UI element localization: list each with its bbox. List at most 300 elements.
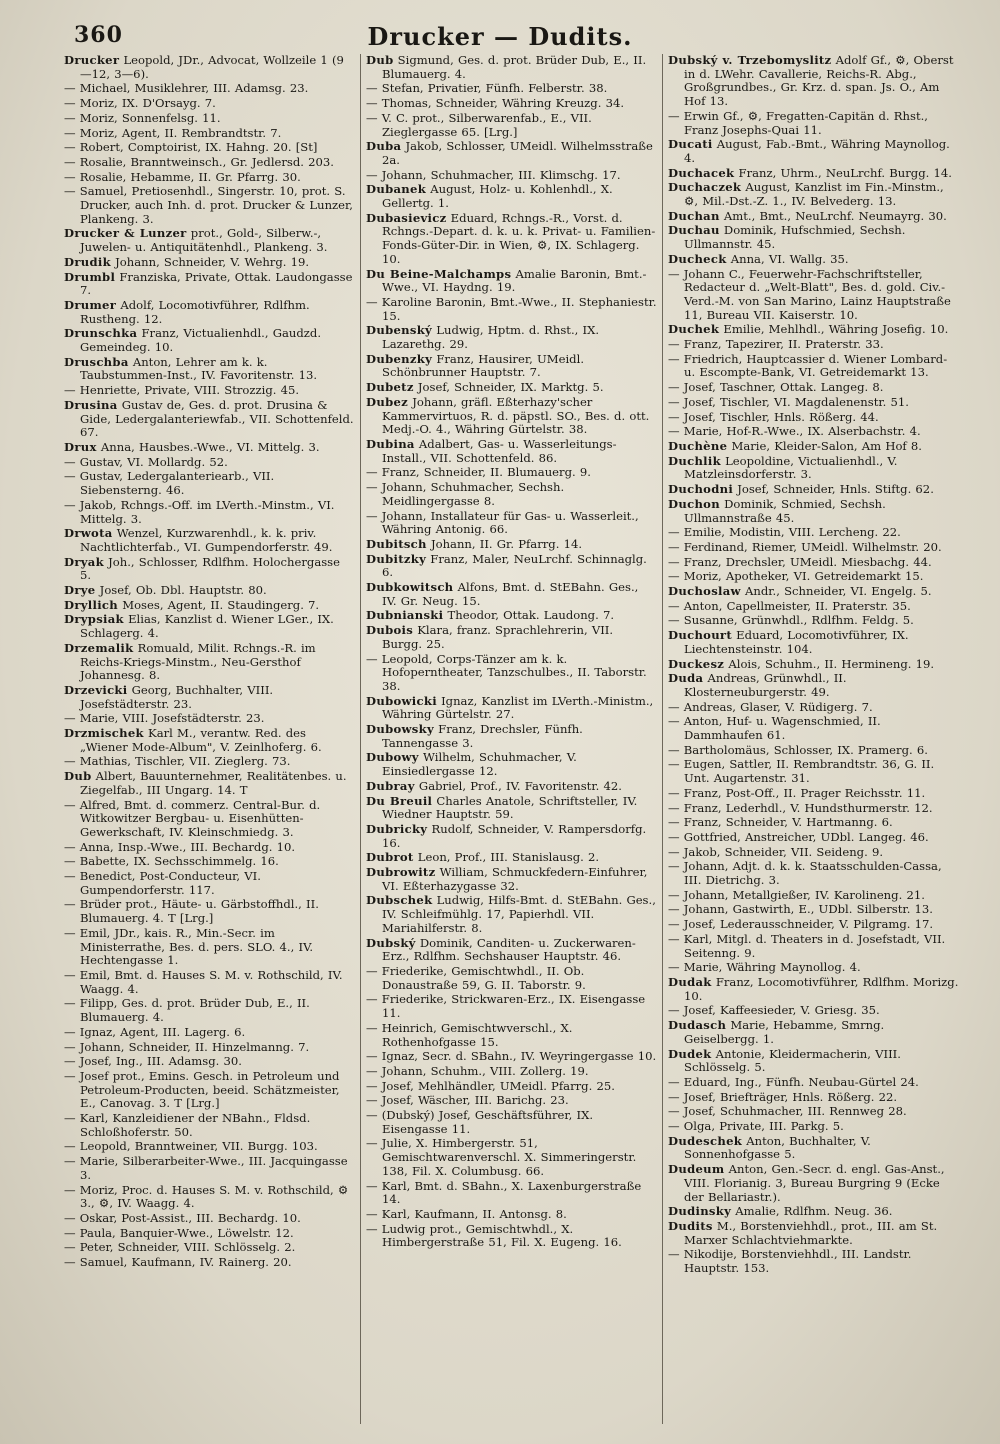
entry-surname: Dudinsky (668, 1204, 732, 1219)
entry-details: Wilhelm, Schuhmacher, V. Einsiedlergasse 12. (382, 750, 577, 779)
entry-surname: Du Breuil (366, 793, 433, 808)
directory-entry (64, 584, 355, 598)
directory-entry (668, 455, 959, 482)
entry-details: — Leopold, Branntweiner, VII. Burgg. 103. (64, 1139, 318, 1154)
entry-details: — Moriz, Proc. d. Hauses S. M. v. Rothschild, ⚙ 3., ⚙, IV. Waagg. 4. (64, 1182, 349, 1211)
directory-entry (366, 183, 657, 210)
directory-entry (668, 1004, 959, 1018)
directory-entry (64, 1184, 355, 1211)
directory-entry (64, 1212, 355, 1226)
entry-details: — Leopold, Corps-Tänzer am k. k. Hofoperntheater, Tanzschulbes., II. Taborstr. 38. (366, 651, 647, 693)
directory-entry (64, 927, 355, 968)
directory-entry (366, 1094, 657, 1108)
directory-entry (366, 268, 657, 295)
entry-details: — Rosalie, Branntweinsch., Gr. Jedlersd. 203. (64, 154, 334, 169)
page-header (0, 14, 1000, 54)
directory-entry (366, 937, 657, 964)
entry-details: — Josef, Ing., III. Adamsg. 30. (64, 1054, 242, 1069)
entry-surname: Dubricky (366, 821, 428, 836)
directory-entry (64, 799, 355, 840)
directory-entry (668, 210, 959, 224)
directory-entry (366, 751, 657, 778)
entry-surname: Duchaczek (668, 180, 742, 195)
directory-entry (366, 510, 657, 537)
entry-details: — Marie, Währing Maynollog. 4. (668, 960, 861, 975)
directory-entry (668, 846, 959, 860)
entry-details: — Josef, Lederausschneider, V. Pilgramg. 17. (668, 917, 934, 932)
entry-surname: Duda (668, 671, 704, 686)
entry-details: Josef, Schneider, Hnls. Stiftg. 62. (733, 482, 934, 497)
directory-entry (64, 855, 355, 869)
directory-entry (668, 54, 959, 109)
entry-details: — Mathias, Tischler, VII. Zieglerg. 73. (64, 754, 291, 769)
directory-entry (64, 1041, 355, 1055)
entry-details: — Johann, Metallgießer, IV. Karolineng. 21. (668, 887, 925, 902)
directory-entry (366, 1080, 657, 1094)
entry-surname: Dudeschek (668, 1133, 743, 1148)
entry-surname: Druschba (64, 354, 129, 369)
entry-surname: Drwota (64, 526, 113, 541)
directory-entry (668, 1220, 959, 1247)
entry-details: Alfons, Bmt. d. StEBahn. Ges., IV. Gr. Neug. 15. (382, 580, 639, 608)
entry-details: — Franz, Drechsler, UMeidl. Miesbachg. 44. (668, 554, 932, 569)
entry-details: Dominik, Canditen- u. Zuckerwaren-Erz., Rdlfhm. Sechshauser Hauptstr. 46. (382, 935, 636, 964)
entry-details: Andreas, Grünwhdl., II. Klosterneuburgerstr. 49. (684, 671, 847, 699)
entry-details: — Samuel, Kaufmann, IV. Rainerg. 20. (64, 1255, 292, 1270)
directory-entry (366, 353, 657, 380)
directory-entry (64, 1070, 355, 1111)
directory-entry (668, 1091, 959, 1105)
directory-entry (366, 1223, 657, 1250)
entry-details: — Josef, Tischler, Hnls. Rößerg. 44. (668, 409, 879, 424)
entry-surname: Duchacek (668, 165, 735, 180)
entry-details: — Ignaz, Agent, III. Lagerg. 6. (64, 1024, 246, 1039)
directory-entry (366, 653, 657, 694)
entry-details: — Anton, Capellmeister, II. Praterstr. 35. (668, 598, 911, 613)
entry-details: Anton, Gen.-Secr. d. engl. Gas-Anst., VIII. Florianig. 3, Bureau Burgring 9 (Ecke der Bellariastr.). (684, 1162, 945, 1204)
entry-details: — Friederike, Strickwaren-Erz., IX. Eisengasse 11. (366, 992, 646, 1021)
directory-entry (668, 860, 959, 887)
entry-details: — Julie, X. Himbergerstr. 51, Gemischtwarenverschl. X. Simmeringerstr. 138, Fil. X. Columbusg. 66. (366, 1136, 637, 1178)
entry-details: — Josef, Wäscher, III. Barichg. 23. (366, 1093, 569, 1108)
directory-entry (668, 961, 959, 975)
directory-entry (64, 171, 355, 185)
entry-details: Franz, Victualienhdl., Gaudzd. Gemeindeg. 10. (80, 326, 322, 355)
entry-details: — Karl, Kaufmann, II. Antonsg. 8. (366, 1206, 567, 1221)
directory-entry (64, 755, 355, 769)
entry-surname: Dub (366, 54, 394, 67)
directory-entry (64, 156, 355, 170)
directory-entry (668, 556, 959, 570)
entry-surname: Dryak (64, 554, 104, 569)
entry-details: Marie, Hebamme, Smrng. Geiselbergg. 1. (684, 1018, 885, 1046)
page-number: 360 (74, 22, 123, 48)
directory-entry (64, 684, 355, 711)
directory-entry (64, 227, 355, 254)
entry-details: Leon, Prof., III. Stanislausg. 2. (413, 850, 600, 865)
entry-details: Theodor, Ottak. Laudong. 7. (443, 608, 615, 623)
directory-entry (366, 723, 657, 750)
directory-entry (668, 483, 959, 497)
entry-surname: Drumer (64, 297, 117, 312)
directory-entry (366, 82, 657, 96)
directory-entry (64, 456, 355, 470)
entry-details: Andr., Schneider, VI. Engelg. 5. (740, 584, 932, 599)
entry-details: Albert, Bauunternehmer, Realitätenbes. u. Ziegelfab., III Ungarg. 14. T (80, 769, 347, 797)
directory-entry (64, 327, 355, 354)
directory-entry (668, 658, 959, 672)
directory-entry (366, 795, 657, 822)
entry-surname: Dubez (366, 394, 409, 409)
directory-entry (366, 866, 657, 893)
directory-entry (366, 438, 657, 465)
directory-entry (668, 976, 959, 1003)
directory-entry (668, 758, 959, 785)
directory-entry (366, 396, 657, 437)
entry-details: August, Fab.-Bmt., Währing Maynollog. 4. (684, 137, 950, 165)
entry-details: — Johann, Schneider, II. Hinzelmanng. 7. (64, 1039, 310, 1054)
entry-surname: Dryllich (64, 597, 119, 612)
directory-entry (64, 997, 355, 1024)
entry-details: Franz, Uhrm., NeuLrchf. Burgg. 14. (734, 165, 952, 180)
directory-entry (668, 816, 959, 830)
entry-details: — Ignaz, Secr. d. SBahn., IV. Weyringergasse 10. (366, 1049, 657, 1064)
entry-details: — Henriette, Private, VIII. Strozzig. 45. (64, 383, 300, 398)
entry-details: — Karoline Baronin, Bmt.-Wwe., II. Stephaniestr. 15. (366, 294, 657, 323)
entry-surname: Dubois (366, 623, 414, 638)
directory-entry (668, 1248, 959, 1275)
entry-surname: Dub (64, 769, 92, 784)
entry-details: Anna, Hausbes.-Wwe., VI. Mittelg. 3. (96, 439, 320, 454)
directory-entry (668, 672, 959, 699)
entry-details: Ludwig, Hilfs-Bmt. d. StEBahn. Ges., IV. Schleifmühlg. 17, Papierhdl. VII. Mariahilferstr. 8. (382, 893, 656, 935)
directory-entry (668, 338, 959, 352)
entry-details: — Brüder prot., Häute- u. Gärbstoffhdl., II. Blumauerg. 4. T [Lrg.] (64, 897, 319, 926)
entry-details: Alois, Schuhm., II. Hermineng. 19. (724, 656, 935, 671)
entry-details: — Susanne, Grünwhdl., Rdlfhm. Feldg. 5. (668, 613, 914, 628)
directory-entry (366, 624, 657, 651)
directory-entry (64, 1112, 355, 1139)
directory-entry (366, 140, 657, 167)
directory-entry (64, 556, 355, 583)
entry-surname: Duchau (668, 223, 720, 238)
directory-entry (668, 1048, 959, 1075)
directory-entry (668, 1163, 959, 1204)
directory-entry (668, 585, 959, 599)
directory-entry (64, 1155, 355, 1182)
directory-entry (64, 97, 355, 111)
entry-details: — Paula, Banquier-Wwe., Löwelstr. 12. (64, 1225, 294, 1240)
entry-surname: Dubitzky (366, 551, 427, 566)
entry-details: Karl M., verantw. Red. des „Wiener Mode-Album", V. Zeinlhoferg. 6. (80, 726, 322, 754)
directory-entry (64, 185, 355, 226)
directory-entry (64, 1026, 355, 1040)
entry-surname: Drumbl (64, 269, 116, 284)
directory-entry (366, 1065, 657, 1079)
directory-entry (64, 969, 355, 996)
directory-entry (668, 381, 959, 395)
directory-entry (64, 127, 355, 141)
entry-details: — Michael, Musiklehrer, III. Adamsg. 23. (64, 81, 309, 96)
directory-entry (366, 296, 657, 323)
entry-surname: Dubitsch (366, 536, 427, 551)
directory-entry (64, 82, 355, 96)
entry-surname: Dudasch (668, 1018, 727, 1033)
directory-entry (64, 499, 355, 526)
directory-entry (668, 1105, 959, 1119)
directory-entry (668, 526, 959, 540)
directory-entry (366, 381, 657, 395)
directory-entry (64, 1241, 355, 1255)
directory-entry (668, 253, 959, 267)
entry-details: — Karl, Kanzleidiener der NBahn., Fldsd. Schloßhoferstr. 50. (64, 1111, 311, 1139)
directory-entry (668, 889, 959, 903)
entry-surname: Drypsiak (64, 612, 124, 627)
directory-entry (668, 831, 959, 845)
directory-entry (668, 903, 959, 917)
directory-entry (668, 787, 959, 801)
directory-entry (668, 541, 959, 555)
directory-entry (668, 629, 959, 656)
directory-entry (366, 212, 657, 267)
directory-entry (64, 527, 355, 554)
entry-details: Ludwig, Hptm. d. Rhst., IX. Lazarethg. 29. (382, 323, 600, 352)
entry-details: Amalie Baronin, Bmt.-Wwe., VI. Haydng. 19. (382, 266, 647, 295)
directory-entry (668, 1019, 959, 1046)
entry-surname: Dubenský (366, 323, 433, 338)
directory-entry (668, 425, 959, 439)
entry-details: Josef, Schneider, IX. Marktg. 5. (413, 380, 604, 395)
directory-entry (668, 181, 959, 208)
entry-details: Gustav de, Ges. d. prot. Drusina & Gide, Ledergalanteriewfab., VII. Schottenfeld. 67. (80, 397, 354, 440)
entry-details: — Karl, Bmt. d. SBahn., X. Laxenburgerstraße 14. (366, 1178, 642, 1207)
directory-entry (366, 1109, 657, 1136)
entry-details: — Anton, Huf- u. Wagenschmied, II. Dammhaufen 61. (668, 714, 881, 743)
entry-surname: Drzevicki (64, 682, 128, 697)
entry-details: Joh., Schlosser, Rdlfhm. Holochergasse 5. (80, 554, 340, 583)
entry-details: — Franz, Schneider, II. Blumauerg. 9. (366, 465, 591, 480)
entry-details: — Franz, Post-Off., II. Prager Reichsstr. 11. (668, 785, 926, 800)
directory-entry (668, 802, 959, 816)
entry-surname: Duchoslaw (668, 584, 741, 599)
directory-entry (366, 538, 657, 552)
entry-details: — Bartholomäus, Schlosser, IX. Pramerg. 6. (668, 742, 928, 757)
entry-surname: Dubschek (366, 893, 433, 908)
entry-surname: Drucker (64, 54, 120, 67)
entry-details: Rudolf, Schneider, V. Rampersdorfg. 16. (382, 821, 647, 850)
entry-details: Georg, Buchhalter, VIII. Josefstädterstr. 23. (80, 682, 274, 711)
directory-entry (668, 411, 959, 425)
directory-entry (366, 1137, 657, 1178)
directory-entry (668, 323, 959, 337)
entry-details: Anton, Lehrer am k. k. Taubstummen-Inst., IV. Favoritenstr. 13. (80, 354, 318, 383)
entry-surname: Dubina (366, 436, 415, 451)
entry-surname: Dubrot (366, 850, 414, 865)
entry-surname: Duchek (668, 322, 720, 337)
directory-entry (366, 1180, 657, 1207)
entry-details: Josef, Ob. Dbl. Hauptstr. 80. (95, 583, 267, 598)
directory-entry (668, 1120, 959, 1134)
directory-entry (668, 138, 959, 165)
entry-details: — Josef, Briefträger, Hnls. Rößerg. 22. (668, 1089, 898, 1104)
entry-details: — Josef, Kaffeesieder, V. Griesg. 35. (668, 1003, 880, 1018)
entry-details: — Friederike, Gemischtwhdl., II. Ob. Donaustraße 59, G. II. Taborstr. 9. (366, 964, 586, 992)
entry-details: — Friedrich, Hauptcassier d. Wiener Lombard- u. Escompte-Bank, VI. Getreidemarkt 13. (668, 351, 948, 380)
entry-details: — Marie, Hof-R.-Wwe., IX. Alserbachstr. 4. (668, 424, 921, 439)
directory-entry (64, 112, 355, 126)
entry-details: — Babette, IX. Sechsschimmelg. 16. (64, 854, 279, 869)
entry-details: — Franz, Tapezirer, II. Praterstr. 33. (668, 337, 884, 352)
entry-details: — Alfred, Bmt. d. commerz. Central-Bur. d. Witkowitzer Bergbau- u. Eisenhütten-Gewerkschaft, IV. Kleinschmiedg. 3. (64, 797, 321, 839)
directory-entry (64, 613, 355, 640)
entry-details: — Moriz, Agent, II. Rembrandtstr. 7. (64, 125, 282, 140)
directory-entry (366, 695, 657, 722)
entry-details: Franz, Maler, NeuLrchf. Schinnaglg. 6. (382, 551, 647, 580)
directory-entry (668, 1135, 959, 1162)
entry-details: — Gustav, Ledergalanteriearb., VII. Siebensterng. 46. (64, 469, 275, 498)
directory-entry (668, 715, 959, 742)
entry-details: Elias, Kanzlist d. Wiener LGer., IX. Schlagerg. 4. (80, 612, 334, 641)
entry-details: — Robert, Comptoirist, IX. Hahng. 20. [St] (64, 140, 318, 155)
directory-entry (64, 470, 355, 497)
entry-surname: Duchène (668, 438, 728, 453)
entry-surname: Duchodni (668, 482, 734, 497)
entry-details: Dominik, Hufschmied, Sechsh. Ullmannstr. 45. (684, 223, 906, 252)
entry-surname: Dubnianski (366, 608, 444, 623)
entry-surname: Duchlik (668, 453, 721, 468)
entry-details: — Karl, Mitgl. d. Theaters in d. Josefstadt, VII. Seitenng. 9. (668, 931, 946, 960)
entry-surname: Dubray (366, 778, 415, 793)
entry-details: — Josef, Mehlhändler, UMeidl. Pfarrg. 25. (366, 1078, 615, 1093)
directory-entry (64, 727, 355, 754)
directory-entry (366, 97, 657, 111)
entry-details: — Benedict, Post-Conducteur, VI. Gumpendorferstr. 117. (64, 869, 261, 897)
directory-entry (668, 110, 959, 137)
entry-surname: Drzemalik (64, 640, 134, 655)
directory-entry (366, 581, 657, 608)
entry-surname: Dudeum (668, 1162, 725, 1177)
directory-entry (668, 1205, 959, 1219)
directory-entry (668, 614, 959, 628)
entry-details: — Marie, Silberarbeiter-Wwe., III. Jacquingasse 3. (64, 1154, 348, 1182)
entry-details: — Anna, Insp.-Wwe., III. Bechardg. 10. (64, 839, 296, 854)
entry-details: — Filipp, Ges. d. prot. Brüder Dub, E., II. Blumauerg. 4. (64, 996, 310, 1025)
entry-surname: Drye (64, 583, 96, 598)
entry-details: Wenzel, Kurzwarenhdl., k. k. priv. Nachtlichterfab., VI. Gumpendorferstr. 49. (80, 526, 333, 554)
entry-details: Marie, Kleider-Salon, Am Hof 8. (727, 438, 922, 453)
entry-details: Emilie, Mehlhdl., Währing Josefig. 10. (719, 322, 949, 337)
directory-entry (366, 1208, 657, 1222)
entry-details: — Emilie, Modistin, VIII. Lercheng. 22. (668, 525, 901, 540)
column-left (64, 54, 360, 1424)
directory-columns (64, 54, 964, 1424)
directory-entry (366, 851, 657, 865)
entry-details: — Josef, Tischler, VI. Magdalenenstr. 51. (668, 394, 909, 409)
entry-details: Moses, Agent, II. Staudingerg. 7. (118, 597, 320, 612)
entry-details: — Josef prot., Emins. Gesch. in Petroleum und Petroleum-Producten, beeid. Schätzmeister, E., Canovag. 3. T [Lrg.] (64, 1068, 340, 1111)
entry-details: Amalie, Rdlfhm. Neug. 36. (731, 1204, 893, 1219)
entry-details: August, Kanzlist im Fin.-Minstm., ⚙, Mil.-Dst.-Z. 1., IV. Belvederg. 13. (684, 180, 944, 209)
entry-surname: Dubasievicz (366, 210, 447, 225)
entry-details: — Emil, Bmt. d. Hauses S. M. v. Rothschild, IV. Waagg. 4. (64, 968, 343, 996)
entry-surname: Dubowsky (366, 722, 434, 737)
directory-entry (64, 141, 355, 155)
entry-details: Johann, gräfl. Eßterhazy'scher Kammervirtuos, R. d. päpstl. SO., Bes. d. ott. Medj.-O. 4., Währing Gürtelstr. 38. (382, 394, 650, 437)
entry-details: Franziska, Private, Ottak. Laudongasse 7. (80, 269, 353, 298)
entry-details: — Moriz, Apotheker, VI. Getreidemarkt 15. (668, 569, 924, 584)
entry-details: Jakob, Schlosser, UMeidl. Wilhelmsstraße 2a. (382, 139, 653, 167)
directory-entry (668, 701, 959, 715)
directory-entry (668, 1076, 959, 1090)
directory-entry (668, 570, 959, 584)
entry-details: — Franz, Lederhdl., V. Hundsthurmerstr. 12. (668, 800, 933, 815)
entry-details: Adolf Gf., ⚙, Oberst in d. LWehr. Cavallerie, Reichs-R. Abg., Großgrundbes., Gr. Krz. d. span. Js. O., Am Hof 13. (684, 54, 954, 109)
entry-details: — Johann, Installateur für Gas- u. Wasserleit., Währing Antonig. 66. (366, 508, 639, 537)
directory-entry (668, 396, 959, 410)
entry-details: — Johann, Gastwirth, E., UDbl. Silberstr. 13. (668, 902, 933, 917)
entry-surname: Drux (64, 439, 97, 454)
directory-entry (64, 256, 355, 270)
column-middle (360, 54, 662, 1424)
directory-entry (668, 167, 959, 181)
entry-surname: Dubowicki (366, 693, 437, 708)
directory-entry (64, 599, 355, 613)
entry-details: Gabriel, Prof., IV. Favoritenstr. 42. (414, 778, 622, 793)
entry-surname: Dubkowitsch (366, 580, 454, 595)
entry-details: — Thomas, Schneider, Währing Kreuzg. 34. (366, 96, 625, 111)
directory-entry (366, 1022, 657, 1049)
directory-entry (668, 600, 959, 614)
directory-entry (366, 965, 657, 992)
directory-entry (64, 1227, 355, 1241)
directory-entry (366, 324, 657, 351)
entry-details: Romuald, Milit. Rchngs.-R. im Reichs-Kriegs-Minstm., Neu-Gersthof Johannesg. 8. (80, 640, 316, 683)
entry-details: — Johann, Schuhm., VIII. Zollerg. 19. (366, 1063, 589, 1078)
column-right (662, 54, 964, 1424)
entry-details: Dominik, Schmied, Sechsh. Ullmannstraße 45. (684, 496, 886, 525)
entry-details: — (Dubský) Josef, Geschäftsführer, IX. Eisengasse 11. (366, 1108, 594, 1136)
entry-details: — Samuel, Pretiosenhdl., Singerstr. 10, prot. S. Drucker, auch Inh. d. prot. Drucker & Lunzer, Plankeng. 3. (64, 184, 353, 226)
directory-entry (64, 299, 355, 326)
entry-details: — Ludwig prot., Gemischtwhdl., X. Himbergerstraße 51, Fil. X. Eugeng. 16. (366, 1221, 622, 1250)
directory-entry (64, 399, 355, 440)
directory-entry (64, 356, 355, 383)
directory-entry (366, 112, 657, 139)
entry-details: — Johann, Schuhmacher, III. Klimschg. 17. (366, 167, 621, 182)
directory-entry (668, 498, 959, 525)
entry-surname: Du Beine-Malchamps (366, 266, 512, 281)
entry-details: Franz, Drechsler, Fünfh. Tannengasse 3. (382, 722, 583, 750)
entry-details: prot., Gold-, Silberw.-, Juwelen- u. Antiquitätenhdl., Plankeng. 3. (80, 226, 328, 255)
directory-entry (64, 1055, 355, 1069)
directory-entry (668, 440, 959, 454)
entry-surname: Drunschka (64, 326, 138, 341)
directory-entry (64, 384, 355, 398)
directory-entry (366, 466, 657, 480)
directory-entry (64, 712, 355, 726)
entry-details: Anton, Buchhalter, V. Sonnenhofgasse 5. (684, 1133, 871, 1162)
directory-entry (64, 898, 355, 925)
entry-surname: Dudak (668, 975, 712, 989)
entry-details: — Heinrich, Gemischtwverschl., X. Rothenhofgasse 15. (366, 1020, 573, 1049)
entry-details: — Peter, Schneider, VIII. Schlösselg. 2. (64, 1240, 296, 1255)
entry-details: — Andreas, Glaser, V. Rüdigerg. 7. (668, 699, 873, 714)
entry-surname: Ducati (668, 137, 713, 152)
entry-details: — Oskar, Post-Assist., III. Bechardg. 10. (64, 1210, 301, 1225)
entry-surname: Dubský (366, 935, 416, 950)
directory-entry (64, 54, 355, 81)
entry-details: — Gottfried, Anstreicher, UDbl. Langeg. 46. (668, 829, 929, 844)
